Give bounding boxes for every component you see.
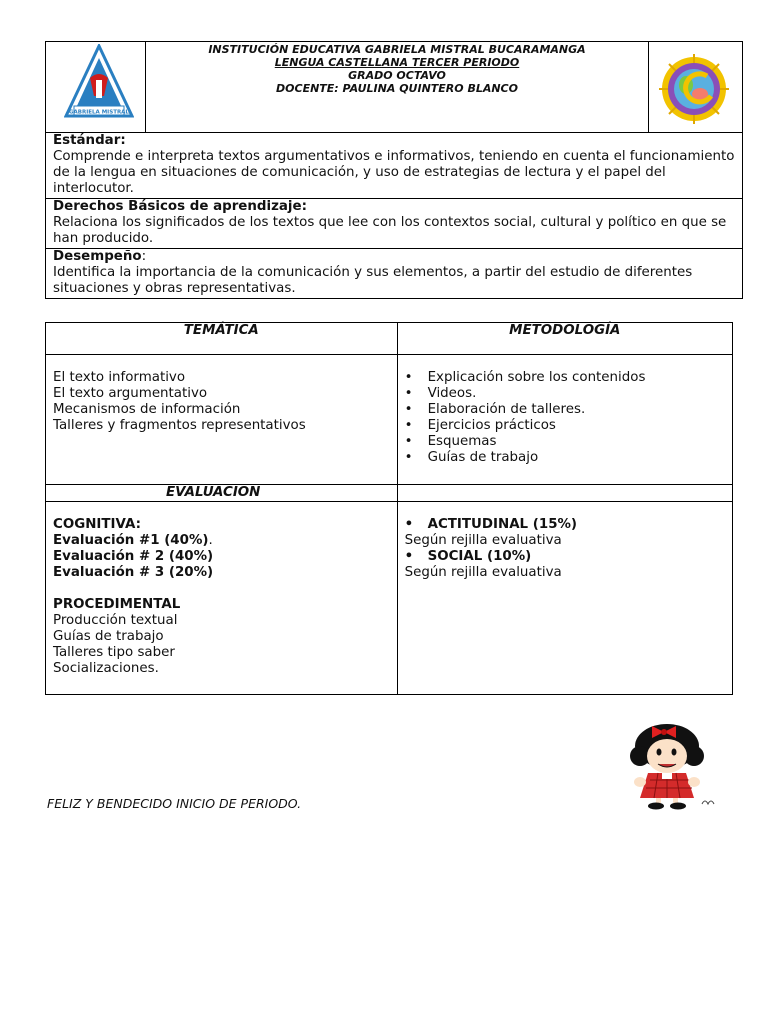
- logo-right-cell: [648, 42, 742, 133]
- evaluacion-list: [405, 517, 725, 533]
- tematica-header: TEMÁTICA: [46, 323, 398, 355]
- desempeno-section: [46, 249, 743, 299]
- desempeno-text: Identifica la importancia de la comunicación y sus elementos, a partir del estudio de diferentes situaciones y obras representativas.: [53, 265, 693, 296]
- actitudinal-text: Según rejilla evaluativa: [404, 533, 562, 548]
- procedimental-item: Talleres tipo saber: [53, 645, 175, 660]
- list-item: [405, 549, 725, 565]
- header-title-cell: [146, 42, 648, 133]
- teacher: DOCENTE: PAULINA QUINTERO BLANCO: [276, 82, 518, 95]
- metodologia-header: METODOLOGÍA: [397, 323, 732, 355]
- bullet: •: [404, 434, 413, 449]
- list-item: [405, 386, 725, 402]
- metodologia-item: Guías de trabajo: [427, 450, 539, 465]
- metodologia-item: Explicación sobre los contenidos: [427, 370, 646, 385]
- actitudinal-label: ACTITUDINAL (15%): [427, 517, 578, 532]
- school-logo-icon: [64, 44, 134, 122]
- bullet: •: [404, 517, 414, 532]
- metodologia-item: Ejercicios prácticos: [427, 418, 556, 433]
- cognitiva-item: Evaluación # 3 (20%): [53, 565, 214, 580]
- cognitiva-item: [53, 533, 390, 549]
- estandar-section: [46, 133, 743, 199]
- evaluacion-left-cell: [46, 502, 398, 695]
- list-item: [405, 450, 725, 466]
- area-badge-icon: [655, 54, 733, 124]
- bullet: •: [404, 386, 413, 401]
- logo-left-text: GABRIELA MISTRAL: [69, 109, 129, 116]
- procedimental-item: Socializaciones.: [53, 661, 159, 676]
- subject-period: LENGUA CASTELLANA TERCER PERIODO: [274, 56, 520, 69]
- social-text: Según rejilla evaluativa: [404, 565, 562, 580]
- estandar-label: Estándar:: [53, 133, 126, 148]
- grade: GRADO OCTAVO: [348, 69, 446, 82]
- tematica-item: Mecanismos de información: [53, 402, 241, 417]
- tematica-item: El texto informativo: [53, 370, 186, 385]
- metodologia-item: Esquemas: [427, 434, 497, 449]
- list-item: [405, 370, 725, 386]
- evaluacion-header-empty: [397, 485, 732, 502]
- evaluacion-header: EVALUACION: [46, 485, 398, 502]
- logo-left-cell: [46, 42, 146, 133]
- cartoon-girl-icon: [612, 718, 722, 810]
- list-item: [405, 434, 725, 450]
- cognitiva-label: COGNITIVA:: [53, 517, 141, 532]
- list-item: [405, 517, 725, 533]
- bullet: •: [404, 450, 413, 465]
- tematica-cell: [46, 355, 398, 485]
- footer-message: FELIZ Y BENDECIDO INICIO DE PERIODO.: [47, 796, 302, 811]
- list-item: [405, 402, 725, 418]
- desempeno-label: Desempeño: [53, 249, 142, 264]
- bullet: •: [404, 549, 414, 564]
- procedimental-label: PROCEDIMENTAL: [53, 597, 181, 612]
- metodologia-item: Videos.: [427, 386, 477, 401]
- tematica-item: Talleres y fragmentos representativos: [53, 418, 306, 433]
- desempeno-colon: :: [141, 249, 147, 264]
- header-table: [45, 41, 743, 299]
- cognitiva-item-text: Evaluación #1 (40%): [53, 533, 209, 548]
- bullet: •: [404, 418, 413, 433]
- institution-name: INSTITUCIÓN EDUCATIVA GABRIELA MISTRAL BUCARAMANGA: [208, 43, 586, 56]
- tematica-item: El texto argumentativo: [53, 386, 208, 401]
- metodologia-list: [405, 370, 725, 466]
- cognitiva-item: Evaluación # 2 (40%): [53, 549, 214, 564]
- bullet: •: [404, 402, 413, 417]
- metodologia-cell: [397, 355, 732, 485]
- evaluacion-list: [405, 549, 725, 565]
- bullet: •: [404, 370, 413, 385]
- evaluacion-right-cell: [397, 502, 732, 695]
- dba-label: Derechos Básicos de aprendizaje:: [53, 199, 307, 214]
- metodologia-item: Elaboración de talleres.: [427, 402, 586, 417]
- plan-table: [45, 322, 733, 695]
- social-label: SOCIAL (10%): [427, 549, 532, 564]
- cognitiva-suffix: .: [208, 533, 213, 548]
- dba-text: Relaciona los significados de los textos que lee con los contextos social, cultural y político en que se han producido.: [53, 215, 727, 246]
- procedimental-item: Producción textual: [53, 613, 178, 628]
- dba-section: [46, 199, 743, 249]
- procedimental-item: Guías de trabajo: [53, 629, 164, 644]
- list-item: [405, 418, 725, 434]
- estandar-text: Comprende e interpreta textos argumentativos e informativos, teniendo en cuenta el funcionamiento de la lengua en situaciones de comunicación, y uso de estrategias de lectura y el papel del interlocutor.: [53, 149, 735, 196]
